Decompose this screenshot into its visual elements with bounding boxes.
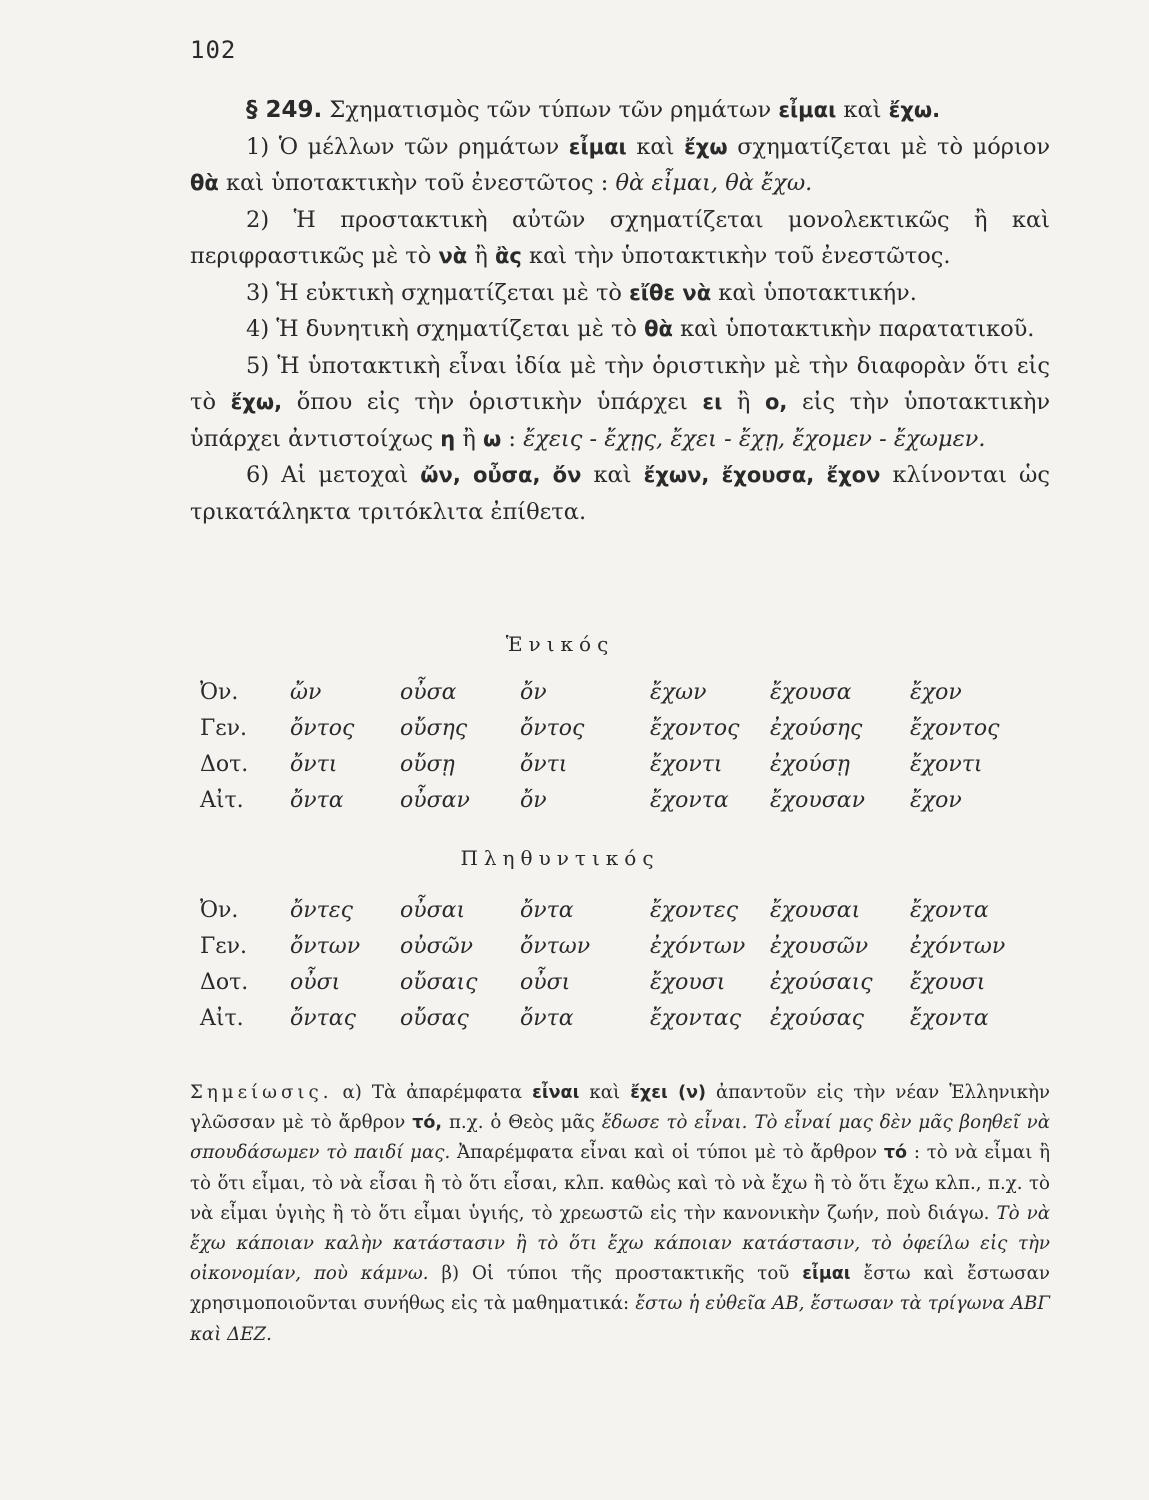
paragraph-6: 6) Αἱ μετοχαὶ ὤν, οὖσα, ὄν καὶ ἔχων, ἔχουσα, ἔχον κλίνονται ὡς τρικατάληκτα τριτόκλιτα ἐπίθετα. [190, 462, 1051, 525]
form-cell: ἔχουσι [650, 970, 726, 995]
form-cell: ὄντας [290, 1006, 356, 1031]
case-label: Δοτ. [200, 752, 249, 777]
form-cell: ὄντων [290, 934, 361, 959]
main-text [190, 92, 1050, 530]
table-row [200, 788, 1050, 824]
form-cell: ἔχοντα [910, 1006, 989, 1031]
case-label: Γεν. [200, 934, 248, 959]
form-cell: ὄντες [290, 898, 353, 923]
form-cell: οὔσῃ [400, 752, 455, 777]
form-cell: ὄντα [290, 788, 344, 813]
form-cell: οὖσι [520, 970, 571, 995]
footnote: Σημείωσις. α) Τὰ ἀπαρέμφατα εἶναι καὶ ἔχει (ν) ἀπαντοῦν εἰς τὴν νέαν Ἑλληνικὴν γλῶσσαν μὲ τὸ ἄρθρον τό, π.χ. ὁ Θεὸς μᾶς ἔδωσε τὸ εἶναι. Τὸ εἶναί μας δὲν μᾶς βοηθεῖ νὰ σπουδάσωμεν τὸ παιδί μας. Ἀπαρέμφατα εἶναι καὶ οἱ τύποι μὲ τὸ ἄρθρον τό : τὸ νὰ εἶμαι ἢ τὸ ὅτι εἶμαι, τὸ νὰ εἶσαι ἢ τὸ ὅτι εἶσαι, κλπ. καθὼς καὶ τὸ νὰ ἔχω ἢ τὸ ὅτι ἔχω κλπ., π.χ. τὸ νὰ εἶμαι ὑγιὴς ἢ τὸ ὅτι εἶμαι ὑγιής, τὸ χρεωστῶ εἰς τὴν κανονικὴν ζωήν, ποὺ διάγω. Τὸ νὰ ἔχω κάποιαν καλὴν κατάστασιν ἢ τὸ ὅτι ἔχω κάποιαν κατάστασιν, τὸ ὀφείλω εἰς τὴν οἰκονομίαν, ποὺ κάμνω. β) Οἱ τύποι τῆς προστακτικῆς τοῦ εἶμαι ἔστω καὶ ἔστωσαν χρησιμοποιοῦνται συνήθως εἰς τὰ μαθηματικά: ἔστω ἡ εὐθεῖα ΑΒ, ἔστωσαν τὰ τρίγωνα ΑΒΓ καὶ ΔΕΖ. [190, 1082, 1051, 1345]
form-cell: ὄντι [520, 752, 568, 777]
form-cell: ὄν [520, 680, 547, 705]
form-cell: ὤν [290, 680, 322, 705]
form-cell: ἐχούσῃ [770, 752, 850, 777]
form-cell: ὄντων [520, 934, 591, 959]
form-cell: ἐχόντων [910, 934, 1006, 959]
paragraph-1: 1) Ὁ μέλλων τῶν ρημάτων εἶμαι καὶ ἔχω σχηματίζεται μὲ τὸ μόριον θὰ καὶ ὑποτακτικὴν τοῦ ἐνεστῶτος : θὰ εἶμαι, θὰ ἔχω. [190, 133, 1051, 196]
singular-heading: Ἑνικός [505, 632, 615, 656]
form-cell: ἔχοντος [650, 716, 740, 741]
form-cell: οὖσα [400, 680, 457, 705]
paragraph-4: 4) Ἡ δυνητικὴ σχηματίζεται μὲ τὸ θὰ καὶ ὑποτακτικὴν παρατατικοῦ. [246, 316, 1035, 342]
case-label: Δοτ. [200, 970, 249, 995]
plural-heading: Πληθυντικός [460, 846, 660, 870]
form-cell: ἔχοντες [650, 898, 739, 923]
paragraph-2: 2) Ἡ προστακτικὴ αὐτῶν σχηματίζεται μονολεκτικῶς ἢ καὶ περιφραστικῶς μὲ τὸ νὰ ἢ ἂς καὶ τὴν ὑποτακτικὴν τοῦ ἐνεστῶτος. [190, 206, 1050, 269]
form-cell: ὄντα [520, 1006, 574, 1031]
form-cell: ἔχοντι [650, 752, 723, 777]
plural-table [200, 898, 1050, 1042]
form-cell: ἐχούσης [770, 716, 863, 741]
form-cell: ἔχον [910, 680, 962, 705]
form-cell: ὄντος [290, 716, 355, 741]
form-cell: ἔχοντα [910, 898, 989, 923]
form-cell: ὄντα [520, 898, 574, 923]
form-cell: οὔσης [400, 716, 468, 741]
paragraph-5: 5) Ἡ ὑποτακτικὴ εἶναι ἰδία μὲ τὴν ὁριστικὴν μὲ τὴν διαφορὰν ὅτι εἰς τὸ ἔχω, ὅπου εἰς τὴν ὁριστικὴν ὑπάρχει ει ἢ ο, εἰς τὴν ὑποτακτικὴν ὑπάρχει ἀντιστοίχως η ἢ ω : ἔχεις - ἔχῃς, ἔχει - ἔχῃ, ἔχομεν - ἔχωμεν. [190, 352, 1051, 452]
form-cell: οὔσας [400, 1006, 469, 1031]
form-cell: ὄντος [520, 716, 585, 741]
form-cell: ἔχουσαι [770, 898, 861, 923]
case-label: Ὀν. [200, 898, 239, 923]
table-row [200, 716, 1050, 752]
section-heading: § 249. Σχηματισμὸς τῶν τύπων τῶν ρημάτων εἶμαι καὶ ἔχω. [246, 97, 941, 123]
page-number: 102 [190, 36, 237, 64]
form-cell: ἔχουσαν [770, 788, 866, 813]
paragraph-3: 3) Ἡ εὐκτικὴ σχηματίζεται μὲ τὸ εἴθε νὰ καὶ ὑποτακτικήν. [246, 279, 917, 306]
case-label: Γεν. [200, 716, 248, 741]
form-cell: ἐχουσῶν [770, 934, 869, 959]
form-cell: ἔχων [650, 680, 707, 705]
form-cell: ἐχούσαις [770, 970, 873, 995]
form-cell: ἔχοντα [650, 788, 729, 813]
form-cell: οὔσαις [400, 970, 478, 995]
table-row [200, 680, 1050, 716]
singular-table [200, 680, 1050, 824]
form-cell: οὐσῶν [400, 934, 473, 959]
case-label: Ὀν. [200, 680, 239, 705]
case-label: Αἰτ. [200, 788, 244, 813]
table-row [200, 898, 1050, 934]
form-cell: ἔχον [910, 788, 962, 813]
case-label: Αἰτ. [200, 1006, 244, 1031]
form-cell: οὖσαν [400, 788, 470, 813]
table-row [200, 752, 1050, 788]
form-cell: ἔχοντος [910, 716, 1000, 741]
form-cell: ἔχοντας [650, 1006, 742, 1031]
table-row [200, 1006, 1050, 1042]
form-cell: ἔχουσα [770, 680, 852, 705]
form-cell: ὄντι [290, 752, 338, 777]
form-cell: οὖσαι [400, 898, 466, 923]
form-cell: ἔχοντι [910, 752, 983, 777]
form-cell: ὄν [520, 788, 547, 813]
form-cell: οὖσι [290, 970, 341, 995]
table-row [200, 934, 1050, 970]
table-row [200, 970, 1050, 1006]
form-cell: ἔχουσι [910, 970, 986, 995]
form-cell: ἐχόντων [650, 934, 746, 959]
form-cell: ἐχούσας [770, 1006, 864, 1031]
